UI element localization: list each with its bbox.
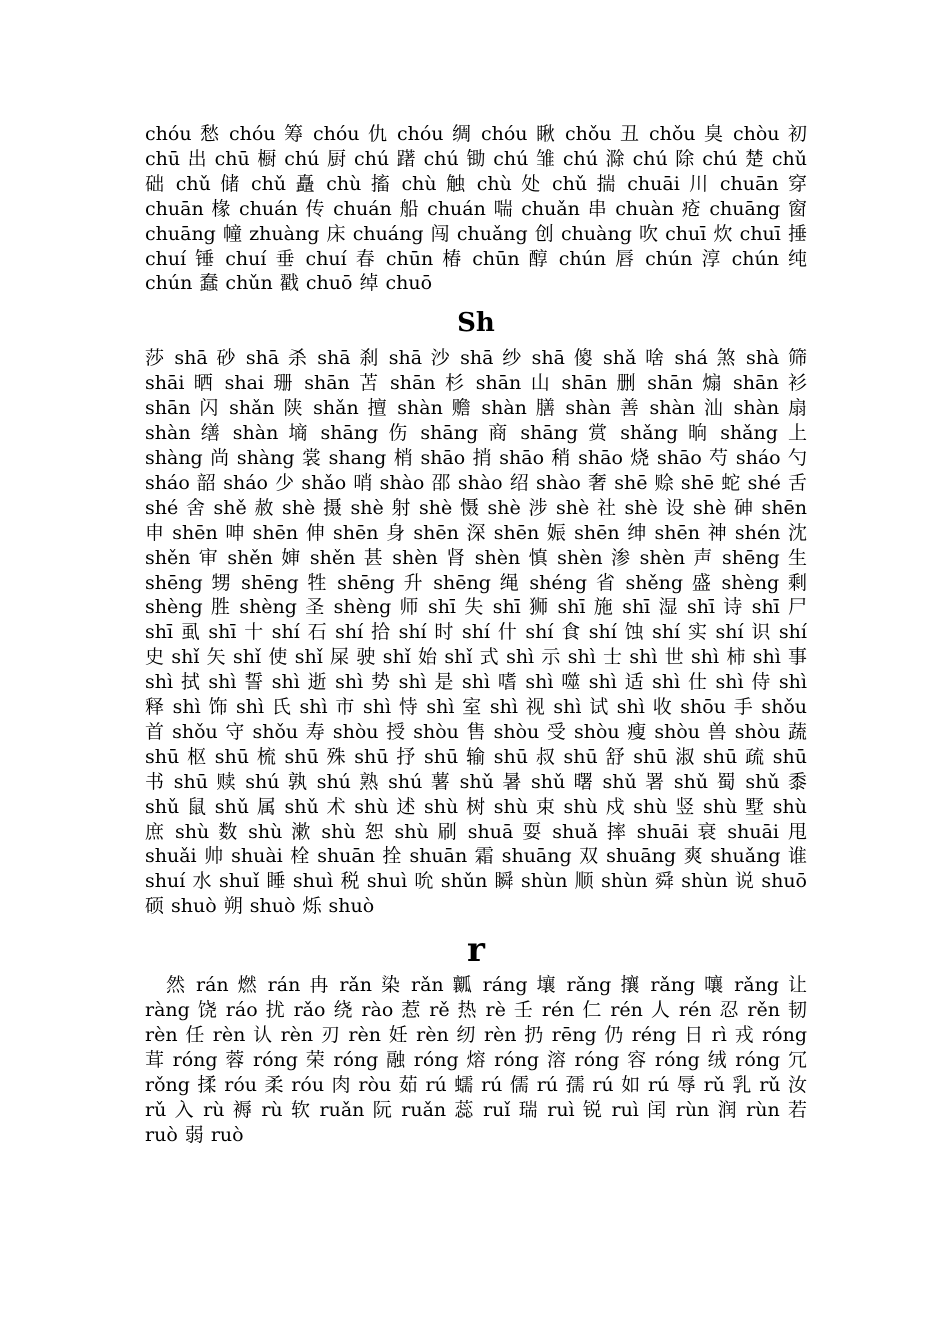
- section-heading-sh: Sh: [457, 308, 495, 339]
- document-page: [145, 122, 807, 1148]
- pinyin-paragraph-r: 然 rán 燃 rán 冉 rǎn 染 rǎn 瓤 ráng 壤 rǎng 攘 rǎng 嚷 rǎng 让 ràng 饶 ráo 扰 rǎo 绕 rào 惹 rě 热 rè 壬 rén 仁 rén 人 rén 忍 rěn 韧 rèn 任 rèn 认 rèn 刃 rèn 妊 rèn 纫 rèn 扔 rēng 仍 réng 日 rì 戎 róng 茸 róng 蓉 róng 荣 róng 融 róng 熔 róng 溶 róng 容 róng 绒 róng 冗 rǒng 揉 róu 柔 róu 肉 ròu 茹 rú 蠕 rú 儒 rú 孺 rú 如 rú 辱 rǔ 乳 rǔ 汝 rǔ 入 rù 褥 rù 软 ruǎn 阮 ruǎn 蕊 ruǐ 瑞 ruì 锐 ruì 闰 rùn 润 rùn 若 ruò 弱 ruò: [145, 974, 807, 1146]
- pinyin-paragraph-ch: chóu 愁 chóu 筹 chóu 仇 chóu 绸 chóu 瞅 chǒu 丑 chǒu 臭 chòu 初 chū 出 chū 橱 chú 厨 chú 躇 chú 锄 chú 雏 chú 滁 chú 除 chú 楚 chǔ 础 chǔ 储 chǔ 矗 chù 搐 chù 触 chù 处 chǔ 揣 chuāi 川 chuān 穿 chuān 椽 chuán 传 chuán 船 chuán 喘 chuǎn 串 chuàn 疮 chuāng 窗 chuāng 幢 zhuàng 床 chuáng 闯 chuǎng 创 chuàng 吹 chuī 炊 chuī 捶 chuí 锤 chuí 垂 chuí 春 chūn 椿 chūn 醇 chún 唇 chún 淳 chún 纯 chún 蠢 chǔn 戳 chuō 绰 chuō: [145, 123, 807, 295]
- pinyin-paragraph-sh: 莎 shā 砂 shā 杀 shā 刹 shā 沙 shā 纱 shā 傻 shǎ 啥 shá 煞 shà 筛 shāi 晒 shai 珊 shān 苫 shān 杉 shān 山 shān 删 shān 煽 shān 衫 shān 闪 shǎn 陕 shǎn 擅 shàn 赡 shàn 膳 shàn 善 shàn 汕 shàn 扇 shàn 缮 shàn 墒 shāng 伤 shāng 商 shāng 赏 shǎng 晌 shǎng 上 shàng 尚 shàng 裳 shang 梢 shāo 捎 shāo 稍 shāo 烧 shāo 芍 sháo 勺 sháo 韶 sháo 少 shǎo 哨 shào 邵 shào 绍 shào 奢 shē 赊 shē 蛇 shé 舌 shé 舍 shě 赦 shè 摄 shè 射 shè 慑 shè 涉 shè 社 shè 设 shè 砷 shēn 申 shēn 呻 shēn 伸 shēn 身 shēn 深 shēn 娠 shēn 绅 shēn 神 shén 沈 shěn 审 shěn 婶 shěn 甚 shèn 肾 shèn 慎 shèn 渗 shèn 声 shēng 生 shēng 甥 shēng 牲 shēng 升 shēng 绳 shéng 省 shěng 盛 shèng 剩 shèng 胜 shèng 圣 shèng 师 shī 失 shī 狮 shī 施 shī 湿 shī 诗 shī 尸 shī 虱 shī 十 shí 石 shí 拾 shí 时 shí 什 shí 食 shí 蚀 shí 实 shí 识 shí 史 shǐ 矢 shǐ 使 shǐ 屎 驶 shǐ 始 shǐ 式 shì 示 shì 士 shì 世 shì 柿 shì 事 shì 拭 shì 誓 shì 逝 shì 势 shì 是 shì 嗜 shì 噬 shì 适 shì 仕 shì 侍 shì 释 shì 饰 shì 氏 shì 市 shì 恃 shì 室 shì 视 shì 试 shì 收 shōu 手 shǒu 首 shǒu 守 shǒu 寿 shòu 授 shòu 售 shòu 受 shòu 瘦 shòu 兽 shòu 蔬 shū 枢 shū 梳 shū 殊 shū 抒 shū 输 shū 叔 shū 舒 shū 淑 shū 疏 shū 书 shū 赎 shú 孰 shú 熟 shú 薯 shǔ 暑 shǔ 曙 shǔ 署 shǔ 蜀 shǔ 黍 shǔ 鼠 shǔ 属 shǔ 术 shù 述 shù 树 shù 束 shù 戍 shù 竖 shù 墅 shù 庶 shù 数 shù 漱 shù 恕 shù 刷 shuā 耍 shuǎ 摔 shuāi 衰 shuāi 甩 shuǎi 帅 shuài 栓 shuān 拴 shuān 霜 shuāng 双 shuāng 爽 shuǎng 谁 shuí 水 shuǐ 睡 shuì 税 shuì 吮 shǔn 瞬 shùn 顺 shùn 舜 shùn 说 shuō 硕 shuò 朔 shuò 烁 shuò: [145, 347, 808, 918]
- section-heading-r: r: [467, 930, 485, 971]
